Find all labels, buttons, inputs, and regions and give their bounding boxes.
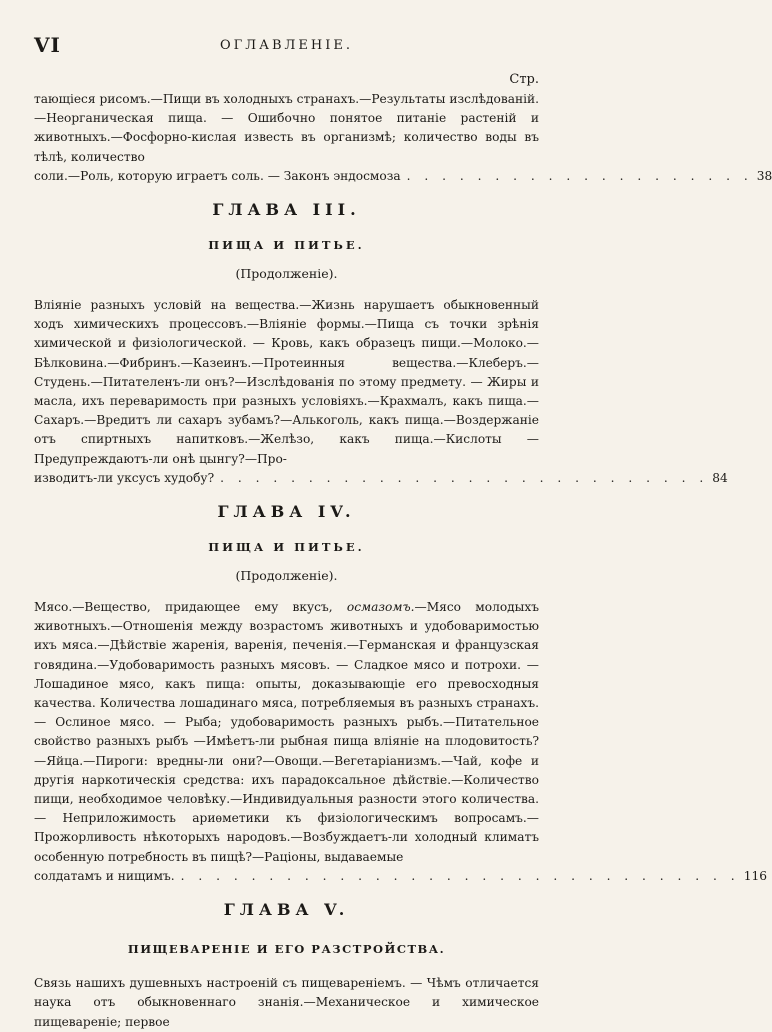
chapter-3-continuation: (Продолженіе).	[235, 266, 338, 282]
toc-entry-end	[34, 167, 772, 186]
dot-leader: . . . . . . . . . . . . . . . . . . . .	[406, 168, 753, 183]
chapter-4-title: ГЛАВА IV.	[217, 502, 356, 522]
chapter-5-title: ГЛАВА V.	[223, 900, 350, 920]
toc-entry-continued	[34, 90, 772, 186]
chapter-4-continuation: (Продолженіе).	[235, 568, 338, 584]
toc-entry-text: тающіеся рисомъ.—Пищи въ холодныхъ странахъ.—Результаты изслѣдованій.—Неорганическая пища. — Ошибочно понятое питаніе растеній и животныхъ.—Фосфорно-кислая известь въ организмѣ; количество воды въ тѣлѣ, количество	[34, 92, 539, 164]
chapter-3-page: 84	[712, 470, 728, 485]
chapter-3-last-line: изводитъ-ли уксусъ худобу?	[34, 470, 215, 485]
running-head	[34, 28, 539, 68]
chapter-3-subtitle: ПИЩА И ПИТЬЕ.	[208, 238, 365, 253]
chapter-4-text	[34, 598, 539, 867]
chapter-4-subtitle: ПИЩА И ПИТЬЕ.	[208, 540, 365, 555]
chapter-3-entry-end	[34, 469, 728, 488]
chapter-5-contents	[34, 974, 539, 1032]
chapter-3-text: Вліяніе разныхъ условій на вещества.—Жизнь нарушаетъ обыкновенный ходъ химическихъ процессовъ.—Вліяніе формы.—Пища съ точки зрѣнія химической и физіологической. — Кровь, какъ образецъ пищи.—Молоко.—Бѣлковина.—Фибринъ.—Казеинъ.—Протеинныя вещества.—Клеберъ.— Студень.—Питателенъ-ли онъ?—Изслѣдованія по этому предмету. — Жиры и масла, ихъ переваримость при разныхъ условіяхъ.—Крахмалъ, какъ пища.—Сахаръ.—Вредитъ ли сахаръ зубамъ?—Алькоголь, какъ пища.—Воздержаніе отъ спиртныхъ напитковъ.—Желѣзо, какъ пища.—Кислоты — Предупреждаютъ-ли онѣ цынгу?—Про-	[34, 298, 539, 466]
chapter-4-italic-term: осмазомъ.	[346, 600, 415, 615]
chapter-4-contents	[34, 598, 767, 886]
chapter-4-entry-end	[34, 867, 767, 886]
chapter-5-text: Связь нашихъ душевныхъ настроеній съ пищевареніемъ. — Чѣмъ отличается наука отъ обыкновеннаго знанія.—Механическое и химическое пищевареніе; первое	[34, 976, 539, 1029]
chapter-3-title: ГЛАВА III.	[212, 200, 361, 220]
toc-entry-page: 38	[756, 168, 772, 183]
running-title: ОГЛАВЛЕНІЕ.	[220, 38, 353, 53]
page-number: VI	[34, 33, 61, 57]
dot-leader: . . . . . . . . . . . . . . . . . . . . . . . . . . . .	[220, 470, 709, 485]
chapter-3-contents	[34, 296, 728, 488]
toc-entry-last-line: соли.—Роль, которую играетъ соль. — Законъ эндосмоза	[34, 168, 401, 183]
dot-leader: . . . . . . . . . . . . . . . . . . . . . . . . . . . . . . . .	[180, 868, 740, 883]
chapter-4-last-line: солдатамъ и нищимъ.	[34, 868, 175, 883]
page-column-label: Стр.	[509, 72, 539, 87]
chapter-4-text-rest: —Мясо молодыхъ животныхъ.—Отношенія между возрастомъ животныхъ и удобоваримостью ихъ мяса.—Дѣйствіе жаренія, варенія, печенія.—Германская и французская говядина.—Удобоваримость разныхъ мясовъ. — Сладкое мясо и потрохи. — Лошадиное мясо, какъ пища: опыты, доказывающіе его превосходныя качества. Количества лошадинаго мяса, потребляемыя въ разныхъ странахъ. — Ослиное мясо. — Рыба; удобоваримость разныхъ рыбъ.—Питательное свойство разныхъ рыбъ —Имѣетъ-ли рыбная пища вліяніе на плодовитость?—Яйца.—Пироги: вредны-ли они?—Овощи.—Вегетаріанизмъ.—Чай, кофе и другія наркотическія средства: ихъ парадоксальное дѣйствіе.—Количество пищи, необходимое человѣку.—Индивидуальныя разности этого количества. — Неприложимость ариѳметики къ физіологическимъ вопросамъ.—Прожорливость нѣкоторыхъ народовъ.—Возбуждаетъ-ли холодный климатъ особенную потребность въ пищѣ?—Раціоны, выдаваемые	[34, 600, 539, 864]
chapter-4-page: 116	[743, 868, 767, 883]
chapter-5-subtitle: ПИЩЕВАРЕНІЕ И ЕГО РАЗСТРОЙСТВА.	[127, 942, 446, 957]
chapter-4-text-start: Мясо.—Вещество, придающее ему вкусъ,	[34, 600, 347, 615]
